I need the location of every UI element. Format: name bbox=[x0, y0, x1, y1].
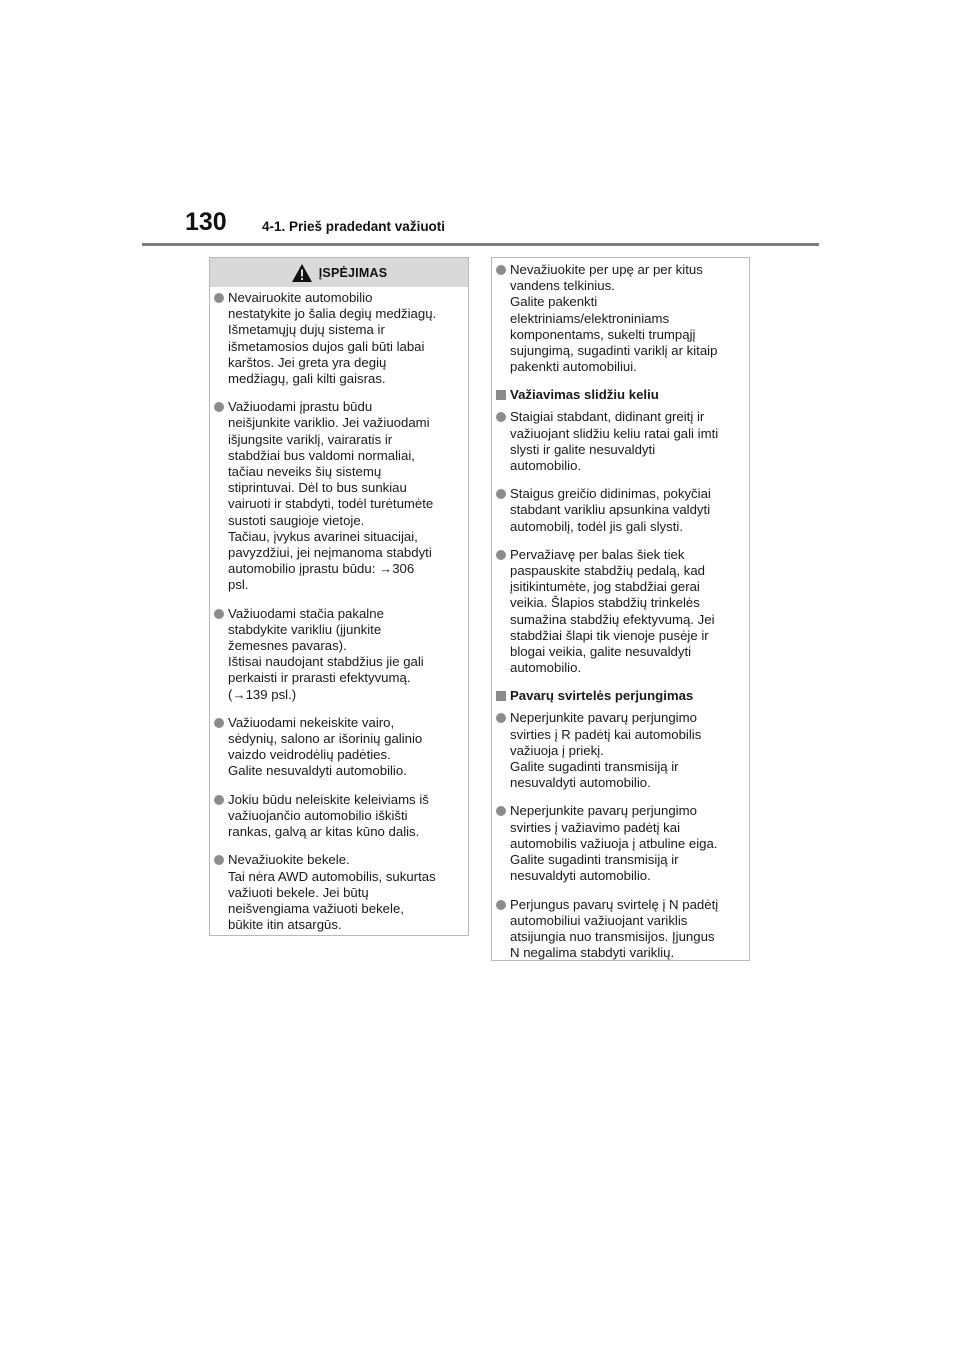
bullet-icon bbox=[214, 718, 224, 728]
list-item bbox=[496, 803, 741, 884]
list-item-text: Staigiai stabdant, didinant greitį ir važiuojant slidžiu keliu ratai gali imti slysti ir galite nesuvaldyti automobilio. bbox=[510, 409, 719, 474]
list-item bbox=[214, 290, 460, 387]
page-number: 130 bbox=[185, 208, 227, 236]
subsection-heading bbox=[496, 688, 741, 704]
list-item bbox=[496, 710, 741, 791]
list-item-text: Nevažiuokite bekele. Tai nėra AWD automobilis, sukurtas važiuoti bekele. Jei būtų neišvengiama važiuoti bekele, būkite itin atsargūs. bbox=[228, 852, 436, 933]
list-item-text: Važiuodami nekeiskite vairo, sėdynių, salono ar išorinių galinio vaizdo veidrodėlių padėties. Galite nesuvaldyti automobilio. bbox=[228, 714, 423, 779]
bullet-icon bbox=[496, 900, 506, 910]
list-item-text: Važiuodami stačia pakalne stabdykite varikliu (įjunkite žemesnes pavaras). Ištisai naudojant stabdžius jie gali perkaisti ir prarasti efektyvumą. (→139 psl.) bbox=[228, 605, 424, 702]
warning-title: ĮSPĖJIMAS bbox=[318, 265, 388, 280]
bullet-icon bbox=[214, 402, 224, 412]
list-item-text: Neperjunkite pavarų perjungimo svirties į važiavimo padėtį kai automobilis važiuoja į atbuline eiga. Galite sugadinti transmisiją ir nesuvaldyti automobilio. bbox=[510, 803, 718, 884]
bullet-icon bbox=[214, 795, 224, 805]
warning-content bbox=[210, 287, 468, 933]
bullet-icon bbox=[214, 609, 224, 619]
bullet-icon bbox=[496, 412, 506, 422]
header-divider bbox=[142, 243, 819, 246]
list-item bbox=[214, 715, 460, 780]
list-item bbox=[214, 399, 460, 593]
warning-header bbox=[210, 258, 468, 287]
list-item bbox=[214, 792, 460, 841]
subsection-heading-text: Pavarų svirtelės perjungimas bbox=[510, 688, 694, 704]
list-item-text: Nevažiuokite per upę ar per kitus vandens telkinius. Galite pakenkti elektriniams/elektroniniams komponentams, sukelti trumpąjį sujungimą, sugadinti variklį ar kitaip pakenkti automobiliui. bbox=[510, 262, 718, 375]
bullet-icon bbox=[496, 265, 506, 275]
square-bullet-icon bbox=[496, 691, 506, 701]
subsection-heading bbox=[496, 387, 741, 403]
list-item-text: Jokiu būdu neleiskite keleiviams iš važiuojančio automobilio iškišti rankas, galvą ar kitas kūno dalis. bbox=[228, 791, 429, 840]
warning-continuation-box bbox=[491, 257, 750, 961]
list-item bbox=[496, 262, 741, 375]
bullet-icon bbox=[214, 293, 224, 303]
continuation-content bbox=[492, 258, 749, 961]
list-item-text: Važiuodami įprastu būdu neišjunkite variklio. Jei važiuodami išjungsite variklį, vairaratis ir stabdžiai bus valdomi normaliai, tačiau neveiks šių sistemų stiprintuvai. Dėl to bus sunkiau vairuoti ir stabdyti, todėl turėtumėte sustoti saugioje vietoje. Tačiau, įvykus avarinei situacijai, pavyzdžiui, jei neįmanoma stabdyti automobilio įprastu būdu: →306 psl. bbox=[228, 399, 434, 593]
list-item-text: Neperjunkite pavarų perjungimo svirties į R padėtį kai automobilis važiuoja į priekį. Galite sugadinti transmisiją ir nesuvaldyti automobilio. bbox=[510, 710, 702, 791]
list-item-text: Staigus greičio didinimas, pokyčiai stabdant varikliu apsunkina valdyti automobilį, todėl jis gali slysti. bbox=[510, 486, 711, 534]
list-item bbox=[496, 409, 741, 474]
bullet-icon bbox=[496, 806, 506, 816]
bullet-icon bbox=[496, 713, 506, 723]
list-item-text: Perjungus pavarų svirtelę į N padėtį automobiliui važiuojant variklis atsijungia nuo transmisijos. Įjungus N negalima stabdyti variklių. bbox=[510, 896, 719, 961]
list-item bbox=[496, 486, 741, 535]
bullet-icon bbox=[496, 489, 506, 499]
list-item-text: Nevairuokite automobilio nestatykite jo šalia degių medžiagų. Išmetamųjų dujų sistema ir išmetamosios dujos gali būti labai karštos. Jei greta yra degių medžiagų, gali kilti gaisras. bbox=[228, 290, 437, 387]
bullet-icon bbox=[214, 855, 224, 865]
subsection-heading-text: Važiavimas slidžiu keliu bbox=[510, 387, 659, 403]
warning-triangle-icon bbox=[291, 263, 313, 283]
warning-box bbox=[209, 257, 469, 936]
list-item bbox=[496, 897, 741, 962]
square-bullet-icon bbox=[496, 390, 506, 400]
list-item-text: Pervažiavę per balas šiek tiek paspauskite stabdžių pedalą, kad įsitikintumėte, jog stabdžiai gerai veikia. Šlapios stabdžių trinkelės sumažina stabdžių efektyvumą. Jei stabdžiai šlapi tik vienoje pusėje ir blogai veikia, galite nesuvaldyti automobilio. bbox=[510, 546, 715, 676]
list-item bbox=[496, 547, 741, 677]
bullet-icon bbox=[496, 550, 506, 560]
section-title: 4-1. Prieš pradedant važiuoti bbox=[262, 219, 446, 234]
list-item bbox=[214, 606, 460, 703]
list-item bbox=[214, 852, 460, 933]
